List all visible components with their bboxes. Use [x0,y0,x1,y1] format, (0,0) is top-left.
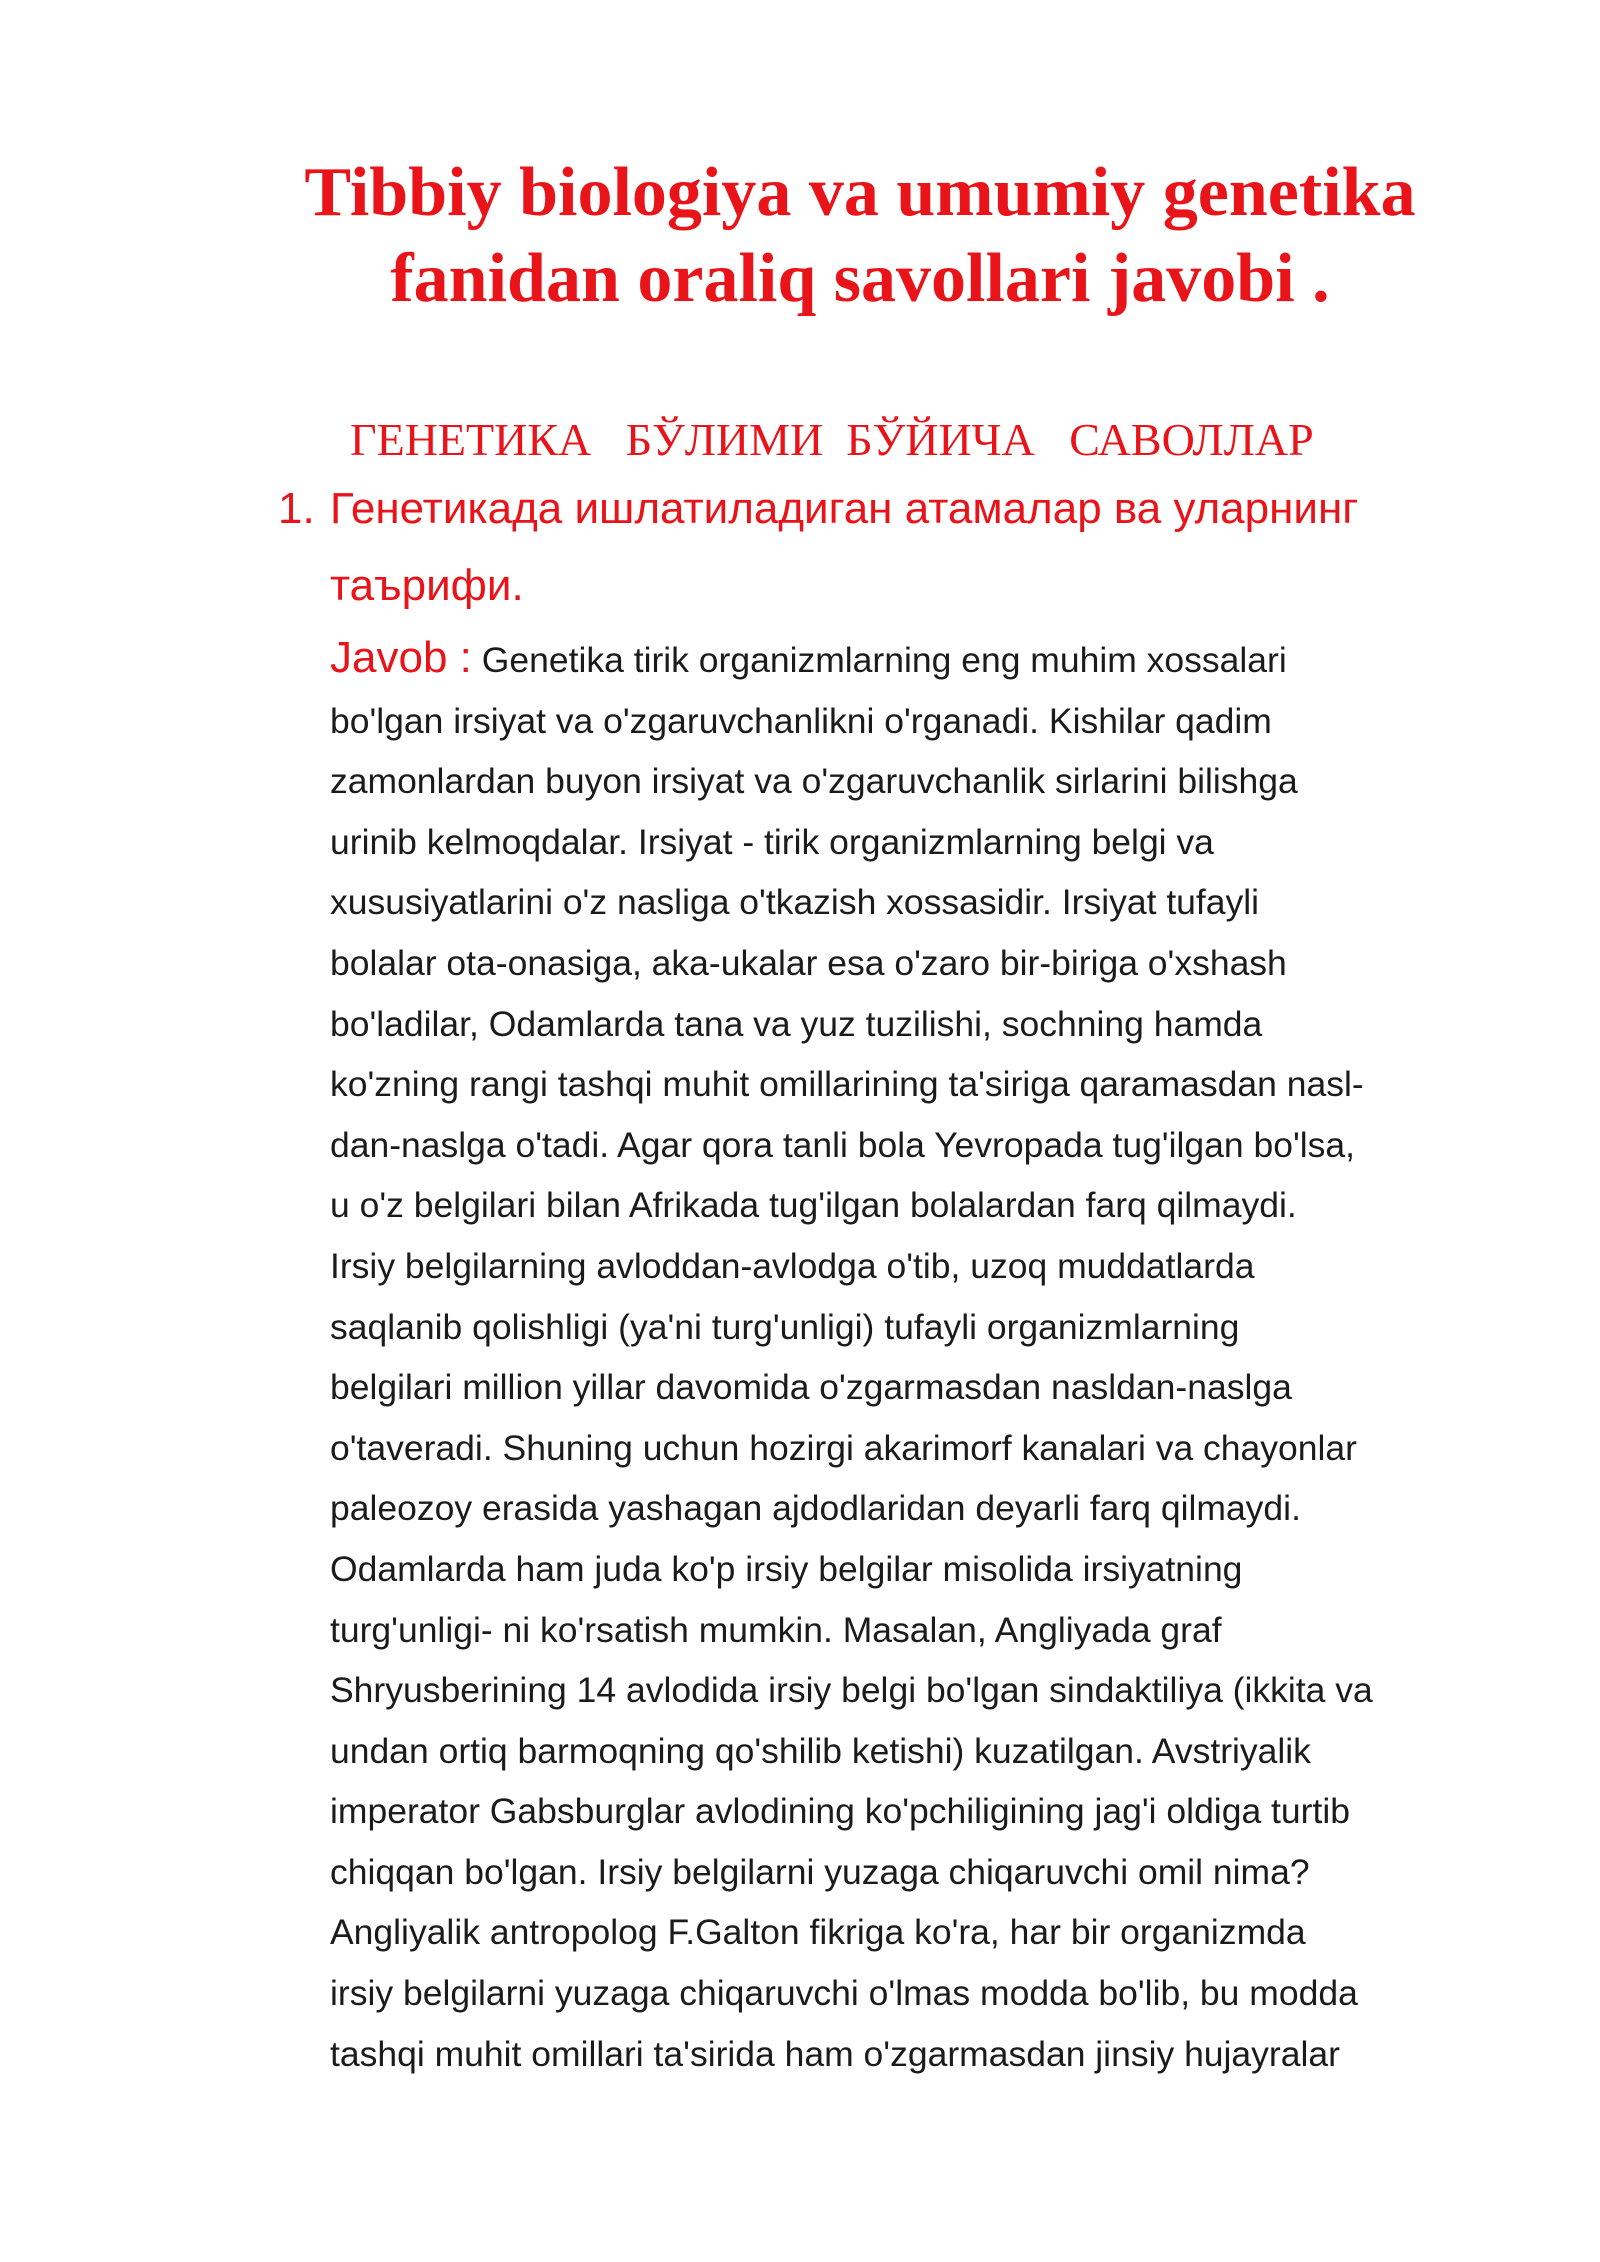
answer-line: dan-naslga o'tadi. Agar qora tanli bola Yevropada tug'ilgan bo'lsa, [330,1124,1355,1165]
document-title [150,150,1570,322]
answer-line: zamonlardan buyon irsiyat va o'zgaruvchanlik sirlarini bilishga [330,761,1298,802]
answer-line: undan ortiq barmoqning qo'shilib ketishi) kuzatilgan. Avstriyalik [330,1730,1311,1771]
answer-label: Javob : [330,633,472,682]
answer-block [330,628,1510,2084]
title-line-2: fanidan oraliq savollari javobi . [390,240,1330,317]
answer-line: imperator Gabsburglar avlodining ko'pchiligining jag'i oldiga turtib [330,1791,1350,1832]
section-heading: ГЕНЕТИКА БЎЛИМИ БЎЙИЧА САВОЛЛАР [350,414,1314,465]
answer-line: paleozoy erasida yashagan ajdodlaridan deyarli farq qilmaydi. [330,1488,1301,1529]
answer-line: bo'lgan irsiyat va o'zgaruvchanlikni o'rganadi. Kishilar qadim [330,700,1272,741]
answer-line: Irsiy belgilarning avloddan-avlodga o'tib, uzoq muddatlarda [330,1245,1255,1286]
question-item [278,470,1508,624]
answer-line: tashqi muhit omillari ta'sirida ham o'zgarmasdan jinsiy hujayralar [330,2033,1340,2074]
answer-line: belgilari million yillar davomida o'zgarmasdan nasldan-naslga [330,1367,1292,1408]
answer-line: ko'zning rangi tashqi muhit omillarining ta'siriga qaramasdan nasl- [330,1064,1364,1105]
answer-line-text: Genetika tirik organizmlarning eng muhim xossalari [481,640,1287,680]
question-number: 1. [278,484,315,533]
answer-line: Odamlarda ham juda ko'p irsiy belgilar misolida irsiyatning [330,1548,1243,1589]
title-line-1: Tibbiy biologiya va umumiy genetika [304,154,1416,231]
answer-line: bo'ladilar, Odamlarda tana va yuz tuzilishi, sochning hamda [330,1003,1263,1044]
answer-line: Shryusberining 14 avlodida irsiy belgi bo'lgan sindaktiliya (ikkita va [330,1670,1373,1711]
answer-line [330,628,1510,691]
answer-line: turg'unligi- ni ko'rsatish mumkin. Masalan, Angliyada graf [330,1609,1222,1650]
answer-line: bolalar ota-onasiga, aka-ukalar esa o'zaro bir-biriga o'xshash [330,942,1287,983]
answer-line: chiqqan bo'lgan. Irsiy belgilarni yuzaga chiqaruvchi omil nima? [330,1851,1310,1892]
answer-line: xususiyatlarini o'z nasliga o'tkazish xossasidir. Irsiyat tufayli [330,882,1260,923]
answer-line: Angliyalik antropolog F.Galton fikriga ko'ra, har bir organizmda [330,1912,1306,1953]
answer-line: saqlanib qolishligi (ya'ni turg'unligi) tufayli organizmlarning [330,1306,1240,1347]
question-text: Генетикада ишлатиладиган атамалар ва уларнинг таърифи. [330,484,1359,610]
answer-line: u o'z belgilari bilan Afrikada tug'ilgan bolalardan farq qilmaydi. [330,1185,1297,1226]
answer-line: o'taveradi. Shuning uchun hozirgi akarimorf kanalari va chayonlar [330,1427,1357,1468]
answer-line: urinib kelmoqdalar. Irsiyat - tirik organizmlarning belgi va [330,821,1214,862]
answer-line: irsiy belgilarni yuzaga chiqaruvchi o'lmas modda bo'lib, bu modda [330,1973,1358,2014]
